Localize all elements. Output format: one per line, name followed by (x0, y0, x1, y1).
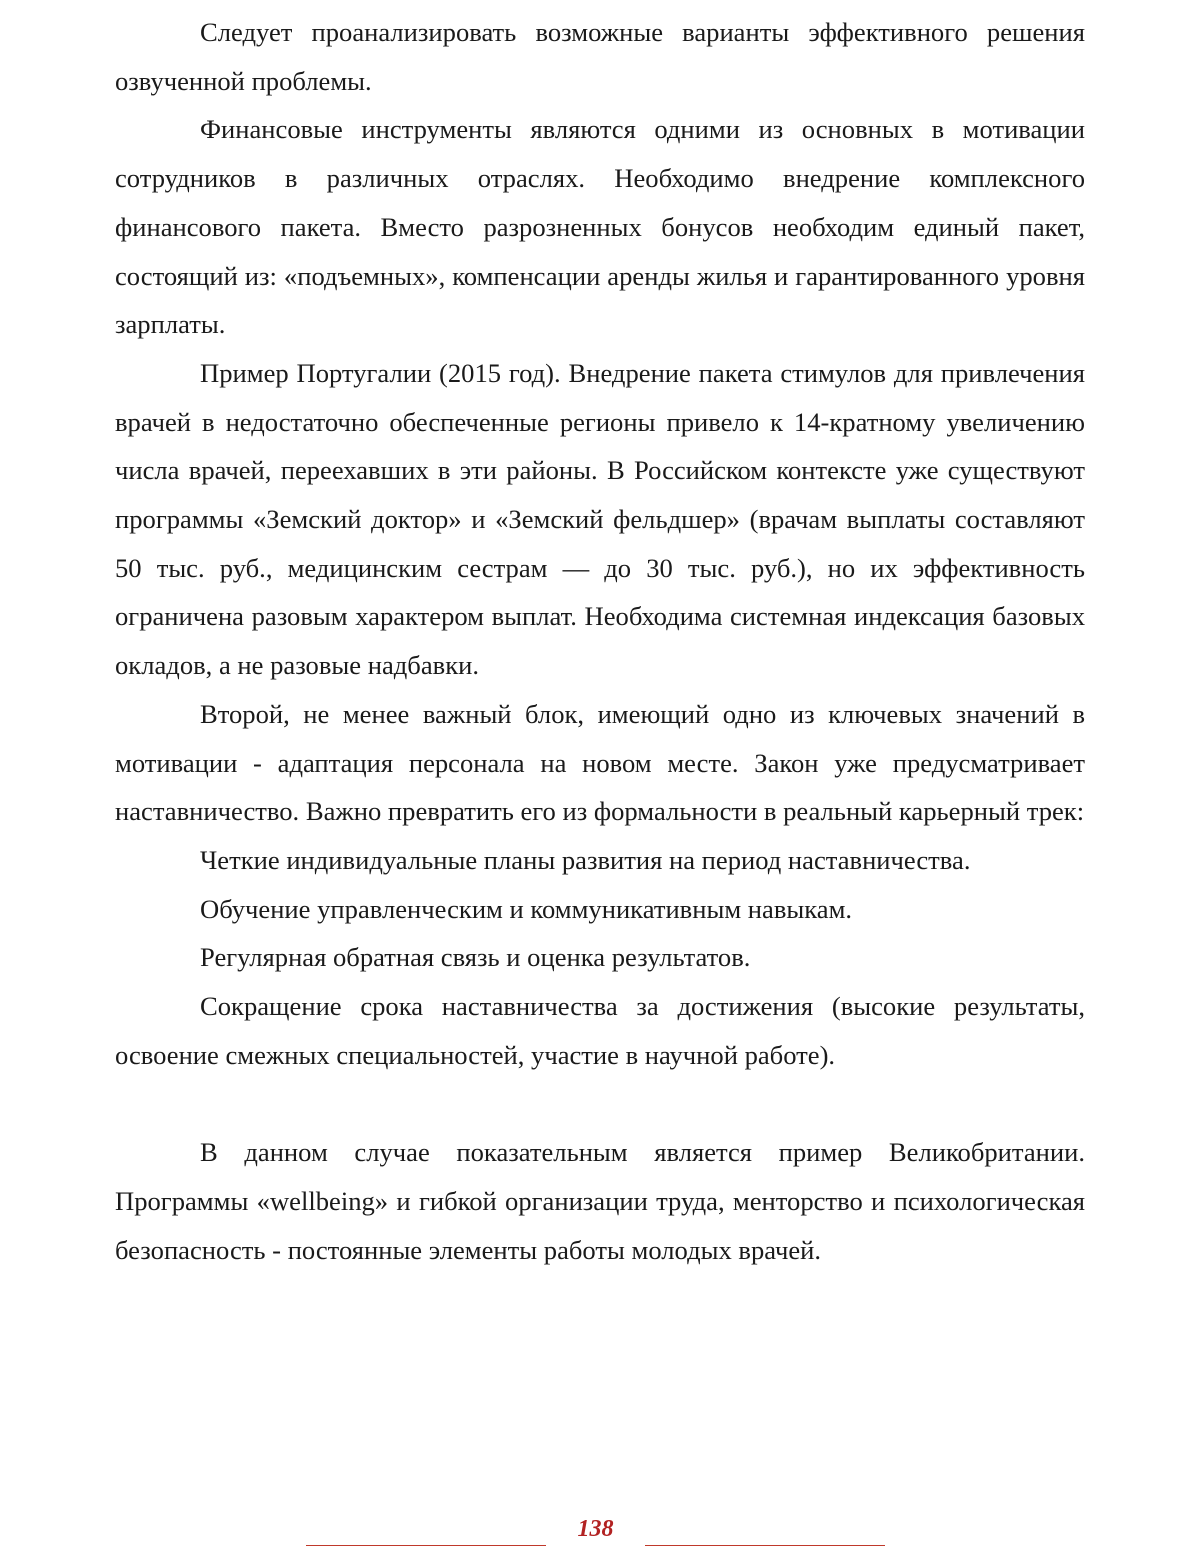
blank-line (115, 1079, 1085, 1128)
paragraph-portugal-example: Пример Португалии (2015 год). Внедрение пакета стимулов для привлечения врачей в недостаточно обеспеченные регионы привело к 14-кратному увеличению числа врачей, переехавших в эти районы. В Российском контексте уже существуют программы «Земский доктор» и «Земский фельдшер» (врачам выплаты составляют 50 тыс. руб., медицинским сестрам — до 30 тыс. руб.), но их эффективность ограничена разовым характером выплат. Необходима системная индексация базовых окладов, а не разовые надбавки. (115, 357, 1085, 681)
body-text (115, 8, 1085, 1274)
list-item: Обучение управленческим и коммуникативным навыкам. (200, 893, 853, 924)
page-footer (0, 1512, 1200, 1552)
paragraph-mentoring-reduction: Сокращение срока наставничества за достижения (высокие результаты, освоение смежных специальностей, участие в научной работе). (115, 991, 1085, 1070)
footer-rule-right (645, 1545, 885, 1546)
list-item: Четкие индивидуальные планы развития на период наставничества. (200, 844, 971, 875)
paragraph-uk-example: В данном случае показательным является пример Великобритании. Программы «wellbeing» и гибкой организации труда, менторство и психологическая безопасность - постоянные элементы работы молодых врачей. (115, 1137, 1085, 1265)
list-item: Регулярная обратная связь и оценка результатов. (200, 942, 751, 973)
footer-rule-left (306, 1545, 546, 1546)
paragraph-adaptation: Второй, не менее важный блок, имеющий одно из ключевых значений в мотивации - адаптация персонала на новом месте. Закон уже предусматривает наставничество. Важно превратить его из формальности в реальный карьерный трек: (115, 698, 1085, 827)
paragraph-intro: Следует проанализировать возможные варианты эффективного решения озвученной проблемы. (115, 17, 1085, 96)
paragraph-financial-tools: Финансовые инструменты являются одними из основных в мотивации сотрудников в различных отраслях. Необходимо внедрение комплексного финансового пакета. Вместо разрозненных бонусов необходим единый пакет, состоящий из: «подъемных», компенсации аренды жилья и гарантированного уровня зарплаты. (115, 114, 1085, 340)
page-number: 138 (577, 1516, 614, 1542)
